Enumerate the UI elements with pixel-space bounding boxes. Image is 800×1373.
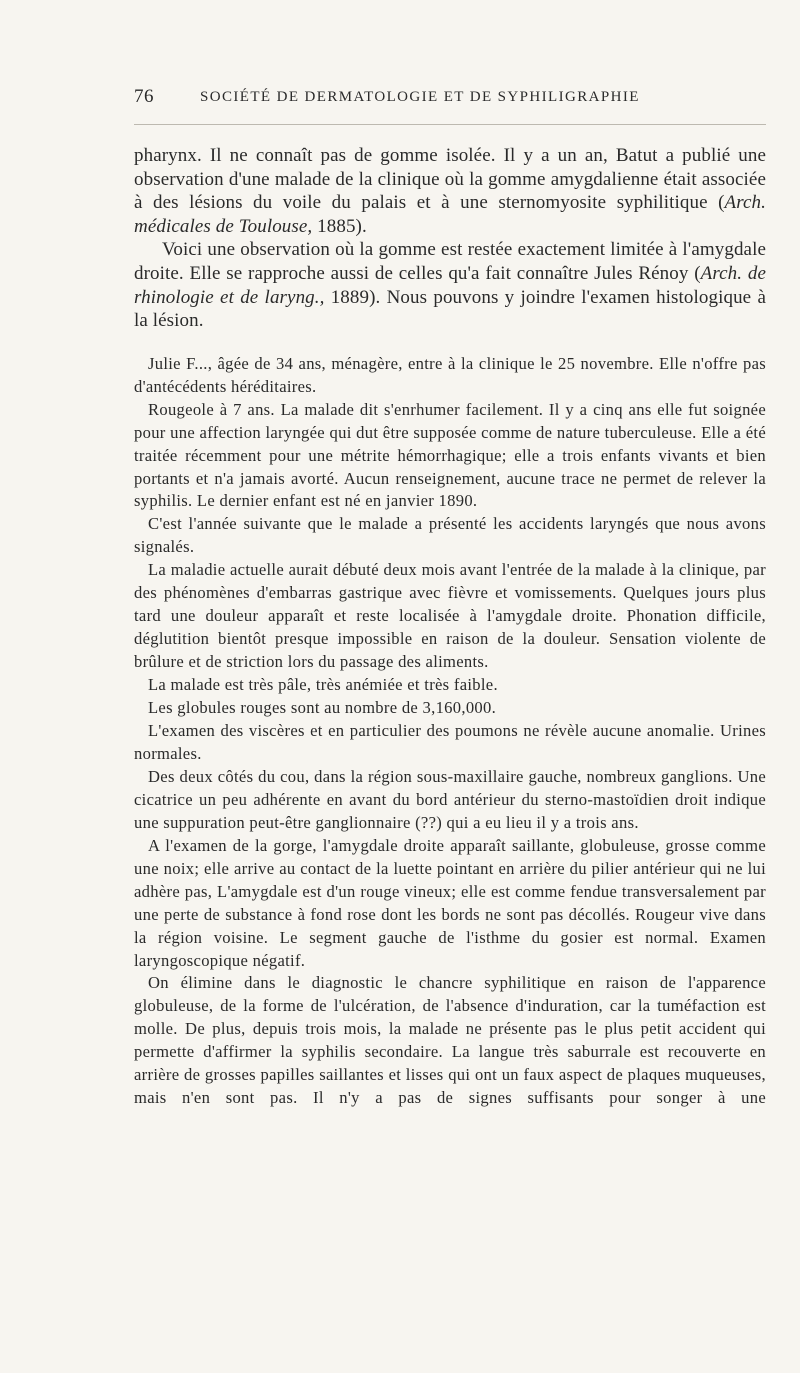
intro-p1-text-b: 1885).: [312, 215, 367, 237]
intro-paragraph-1: [134, 144, 766, 238]
observation-paragraph: L'examen des viscères et en particulier des poumons ne révèle aucune anomalie. Urines normales.: [134, 721, 766, 763]
observation-paragraph: La malade est très pâle, très anémiée et très faible.: [148, 675, 498, 695]
intro-section: [134, 144, 766, 333]
page-number: 76: [134, 86, 154, 107]
observation-section: [134, 353, 766, 1110]
running-title: SOCIÉTÉ DE DERMATOLOGIE ET DE SYPHILIGRAPHIE: [200, 89, 640, 105]
intro-p1-citation: Arch. médicales de Toulouse,: [134, 192, 766, 237]
observation-paragraph: On élimine dans le diagnostic le chancre syphilitique en raison de l'apparence globuleuse, de la forme de l'ulcération, de l'absence d'induration, car la tuméfaction est molle. De plus, depuis trois mois, la malade ne présente pas le plus petit accident qui permette d'affirmer la syphilis secondaire. La langue très saburrale est recouverte en arrière de grosses papilles saillantes et lisses qui ont un faux aspect de plaques muqueuses, mais n'en sont pas. Il n'y a pas de signes suffisants pour songer à une: [134, 973, 766, 1108]
observation-paragraph: A l'examen de la gorge, l'amygdale droite apparaît saillante, globuleuse, grosse comme une noix; elle arrive au contact de la luette pointant en arrière du pilier antérieur qui ne lui adhère pas, L'amygdale est d'un rouge vineux; elle est comme fendue transversalement par une perte de substance à fond rose dont les bords ne sont pas décollés. Rougeur vive dans la région voisine. Le segment gauche de l'isthme du gosier est normal. Examen laryngoscopique négatif.: [134, 835, 766, 970]
observation-paragraph: C'est l'année suivante que le malade a présenté les accidents laryngés que nous avons signalés.: [134, 514, 766, 557]
header-rule: [134, 124, 766, 125]
observation-paragraph: La maladie actuelle aurait débuté deux mois avant l'entrée de la malade à la clinique, par des phénomènes d'embarras gastrique avec fièvre et vomissements. Quelques jours plus tard une douleur apparaît et reste localisée à l'amygdale droite. Phonation difficile, déglutition bientôt presque impossible en raison de la douleur. Sensation violente de brûlure et de striction lors du passage des aliments.: [134, 560, 766, 672]
body-text: [134, 144, 766, 1110]
intro-p2-citation: Arch. de rhinologie et de laryng.,: [134, 262, 766, 308]
intro-paragraph-2: [134, 238, 766, 332]
intro-p2-text-a: Voici une observation où la gomme est restée exactement limitée à l'amygdale droite. Elle se rapproche aussi de celles qu'a fait connaître Jules Rénoy (: [134, 239, 766, 284]
observation-paragraph: Les globules rouges sont au nombre de 3,160,000.: [148, 698, 497, 718]
page-header: [134, 86, 766, 112]
observation-paragraph: Des deux côtés du cou, dans la région sous-maxillaire gauche, nombreux ganglions. Une cicatrice un peu adhérente en avant du bord antérieur du sterno-mastoïdien droit indique une suppuration peut-être ganglionnaire (??) qui a eu lieu il y a trois ans.: [134, 766, 766, 832]
observation-paragraph: Rougeole à 7 ans. La malade dit s'enrhumer facilement. Il y a cinq ans elle fut soignée pour une affection laryngée qui dut être supposée comme de nature tuberculeuse. Elle a été traitée récemment pour une métrite hémorrhagique; elle a trois enfants vivants et bien portants et n'a jamais avorté. Aucun renseignement, aucune trace ne permet de relever la syphilis. Le dernier enfant est né en janvier 1890.: [134, 399, 766, 511]
intro-p1-text-a: pharynx. Il ne connaît pas de gomme isolée. Il y a un an, Batut a publié une observation d'une malade de la clinique où la gomme amygdalienne était associée à des lésions du voile du palais et à une sternomyosite syphilitique (: [134, 145, 766, 214]
intro-p2-text-b: 1889). Nous pouvons y joindre l'examen histologique à la lésion.: [134, 286, 766, 332]
observation-paragraph: Julie F..., âgée de 34 ans, ménagère, entre à la clinique le 25 novembre. Elle n'offre pas d'antécédents héréditaires.: [134, 353, 766, 396]
